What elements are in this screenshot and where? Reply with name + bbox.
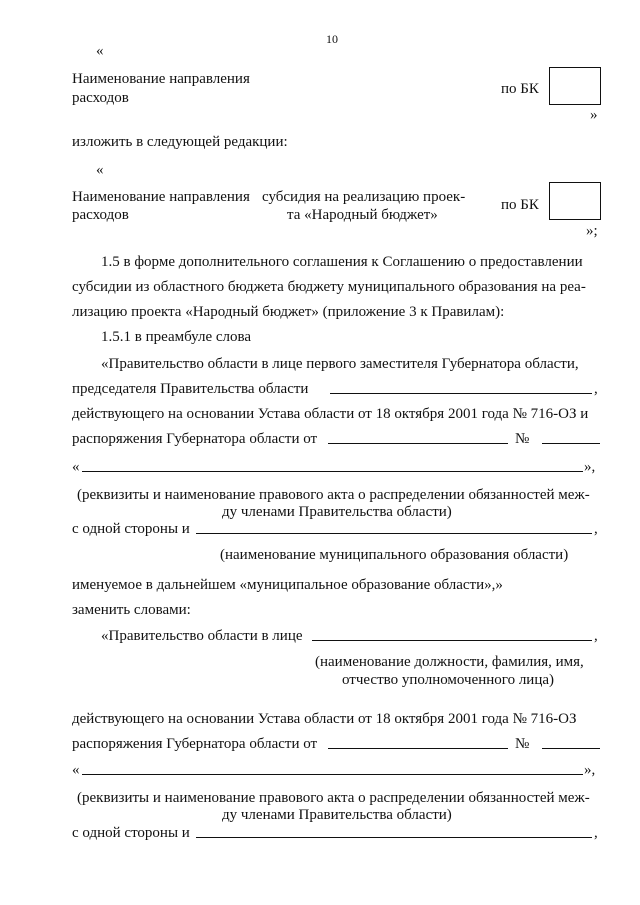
expense-direction-value-line2: та «Народный бюджет» xyxy=(287,207,438,223)
para-1-5-line3: лизацию проекта «Народный бюджет» (приложение 3 к Правилам): xyxy=(72,304,505,320)
blank-line xyxy=(196,837,592,838)
open-quote: « xyxy=(72,459,80,475)
new-line3: распоряжения Губернатора области от xyxy=(72,736,318,752)
expense-direction-value-line1: субсидия на реализацию проек- xyxy=(262,189,466,205)
old-line1: «Правительство области в лице первого заместителя Губернатора области, xyxy=(101,356,579,372)
old-line4: распоряжения Губернатора области от xyxy=(72,431,318,447)
comma: , xyxy=(594,381,598,397)
close-quote: »; xyxy=(586,223,598,239)
close-quote: », xyxy=(584,459,596,475)
number-sign: № xyxy=(515,736,530,752)
number-blank-line xyxy=(542,443,600,444)
caption-line2: ду членами Правительства области) xyxy=(222,807,452,823)
page-number: 10 xyxy=(326,32,338,46)
new-line5: с одной стороны и xyxy=(72,825,190,841)
number-blank-line xyxy=(542,748,600,749)
para-1-5-line1: 1.5 в форме дополнительного соглашения к Соглашению о предоставлении xyxy=(101,254,583,270)
po-bk-label: по БК xyxy=(501,81,539,97)
para-1-5-1: 1.5.1 в преамбуле слова xyxy=(101,329,252,345)
bk-code-box xyxy=(549,67,601,105)
old-line6: с одной стороны и xyxy=(72,521,190,537)
caption-line2: ду членами Правительства области) xyxy=(222,504,452,520)
caption-line1: (наименование должности, фамилия, имя, xyxy=(315,654,584,670)
caption-line1: (реквизиты и наименование правового акта о распределении обязанностей меж- xyxy=(77,790,590,806)
open-quote: « xyxy=(96,43,104,59)
number-sign: № xyxy=(515,431,530,447)
open-quote: « xyxy=(96,162,104,178)
replace-with: заменить словами: xyxy=(72,602,191,618)
blank-line xyxy=(82,774,583,775)
old-line2: председателя Правительства области xyxy=(72,381,309,397)
close-quote: » xyxy=(590,107,598,123)
blank-line xyxy=(330,393,592,394)
expense-direction-label-line1: Наименование направления xyxy=(72,71,250,87)
new-line2: действующего на основании Устава области от 18 октября 2001 года № 716-ОЗ xyxy=(72,711,577,727)
para-1-5-line2: субсидии из областного бюджета бюджету муниципального образования на реа- xyxy=(72,279,586,295)
close-quote: », xyxy=(584,762,596,778)
comma: , xyxy=(594,628,598,644)
blank-line xyxy=(82,471,583,472)
po-bk-label: по БК xyxy=(501,197,539,213)
new-line1: «Правительство области в лице xyxy=(101,628,303,644)
caption-line2: отчество уполномоченного лица) xyxy=(342,672,555,688)
comma: , xyxy=(594,521,598,537)
old-line7: именуемое в дальнейшем «муниципальное образование области»,» xyxy=(72,577,503,593)
caption-line1: (реквизиты и наименование правового акта о распределении обязанностей меж- xyxy=(77,487,590,503)
caption: (наименование муниципального образования области) xyxy=(220,547,569,563)
expense-direction-label-line2: расходов xyxy=(72,207,129,223)
date-blank-line xyxy=(328,748,508,749)
expense-direction-label-line2: расходов xyxy=(72,90,129,106)
date-blank-line xyxy=(328,443,508,444)
bk-code-box xyxy=(549,182,601,220)
replace-phrase: изложить в следующей редакции: xyxy=(72,134,288,150)
blank-line xyxy=(312,640,592,641)
expense-direction-label-line1: Наименование направления xyxy=(72,189,250,205)
old-line3: действующего на основании Устава области от 18 октября 2001 года № 716-ОЗ и xyxy=(72,406,589,422)
comma: , xyxy=(594,825,598,841)
open-quote: « xyxy=(72,762,80,778)
blank-line xyxy=(196,533,592,534)
